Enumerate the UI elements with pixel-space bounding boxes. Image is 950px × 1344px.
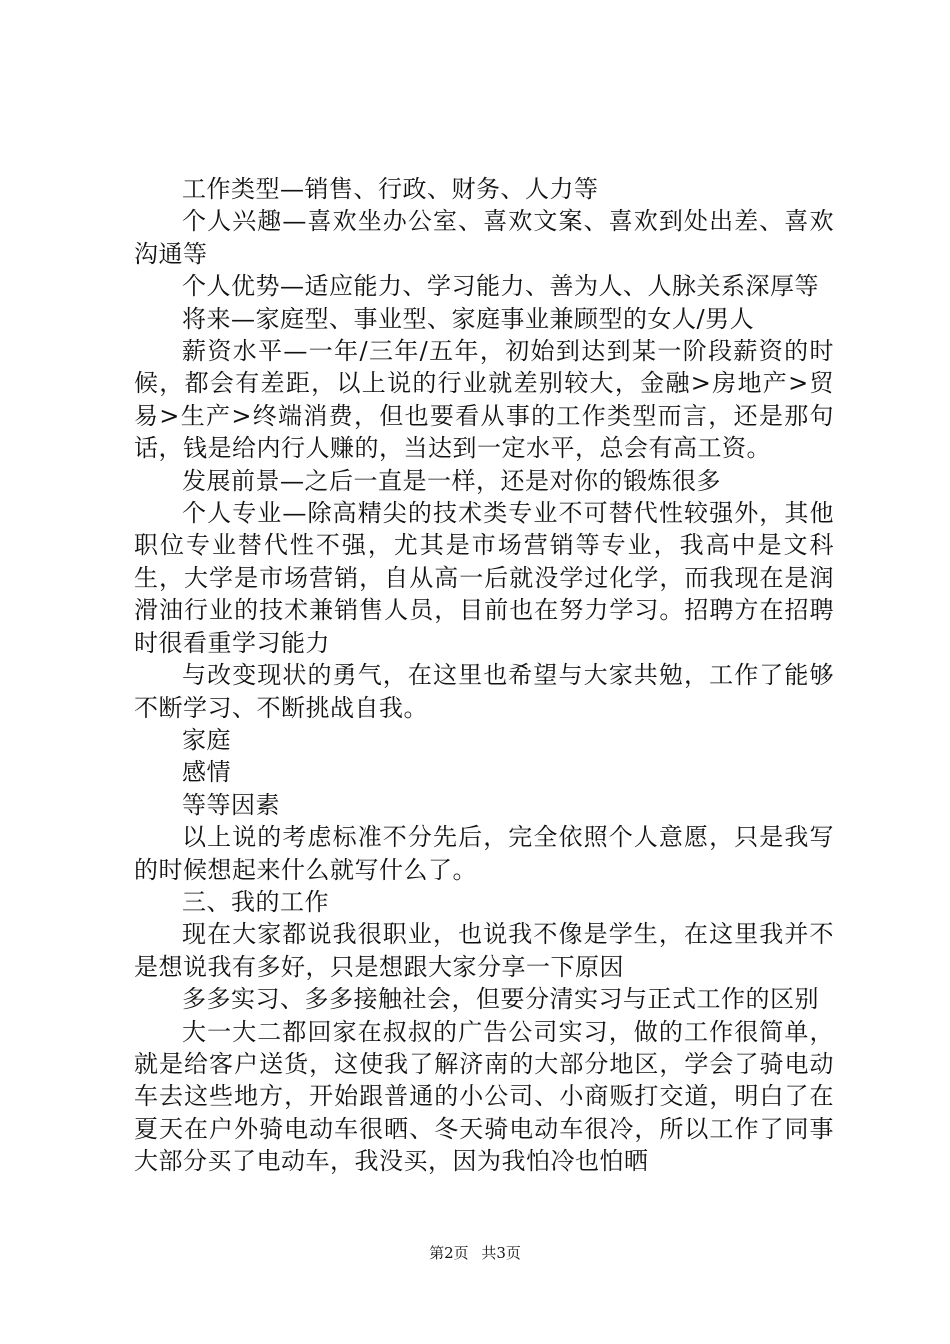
paragraph: 现在大家都说我很职业，也说我不像是学生，在这里我并不是想说我有多好，只是想跟大家分享一下原因: [134, 920, 834, 981]
page-footer: [0, 1243, 950, 1263]
page-number-current: 第2页: [429, 1244, 469, 1262]
paragraph: 多多实习、多多接触社会，但要分清实习与正式工作的区别: [182, 985, 819, 1014]
paragraph: 个人优势—适应能力、学习能力、善为人、人脉关系深厚等: [182, 272, 819, 301]
body-text: [134, 173, 834, 1178]
paragraph: 大一大二都回家在叔叔的广告公司实习，做的工作很简单，就是给客户送货，这使我了解济南的大部分地区，学会了骑电动车去这些地方，开始跟普通的小公司、小商贩打交道，明白了在夏天在户外骑电动车很晒、冬天骑电动车很冷，所以工作了同事大部分买了电动车，我没买，因为我怕冷也怕晒: [134, 1017, 834, 1176]
paragraph: 与改变现状的勇气，在这里也希望与大家共勉，工作了能够不断学习、不断挑战自我。: [134, 661, 834, 722]
paragraph: 发展前景—之后一直是一样，还是对你的锻炼很多: [182, 466, 721, 495]
paragraph: 将来—家庭型、事业型、家庭事业兼顾型的女人/男人: [182, 304, 755, 333]
paragraph: 感情: [182, 758, 231, 787]
page-number-total: 共3页: [481, 1244, 521, 1262]
paragraph: 以上说的考虑标准不分先后，完全依照个人意愿，只是我写的时候想起来什么就写什么了。: [134, 823, 834, 884]
section-heading: 三、我的工作: [182, 887, 329, 916]
paragraph: 薪资水平—一年/三年/五年，初始到达到某一阶段薪资的时候，都会有差距，以上说的行业就差别较大，金融>房地产>贸易>生产>终端消费，但也要看从事的工作类型而言，还是那句话，钱是给内行人赚的，当达到一定水平，总会有高工资。: [134, 337, 834, 463]
paragraph: 工作类型—销售、行政、财务、人力等: [182, 175, 599, 203]
paragraph: 个人兴趣—喜欢坐办公室、喜欢文案、喜欢到处出差、喜欢沟通等: [134, 207, 834, 268]
paragraph: 等等因素: [182, 790, 280, 819]
paragraph: 家庭: [182, 725, 231, 754]
paragraph: 个人专业—除高精尖的技术类专业不可替代性较强外，其他职位专业替代性不强，尤其是市场营销等专业，我高中是文科生，大学是市场营销，自从高一后就没学过化学，而我现在是润滑油行业的技术兼销售人员，目前也在努力学习。招聘方在招聘时很看重学习能力: [134, 499, 834, 657]
